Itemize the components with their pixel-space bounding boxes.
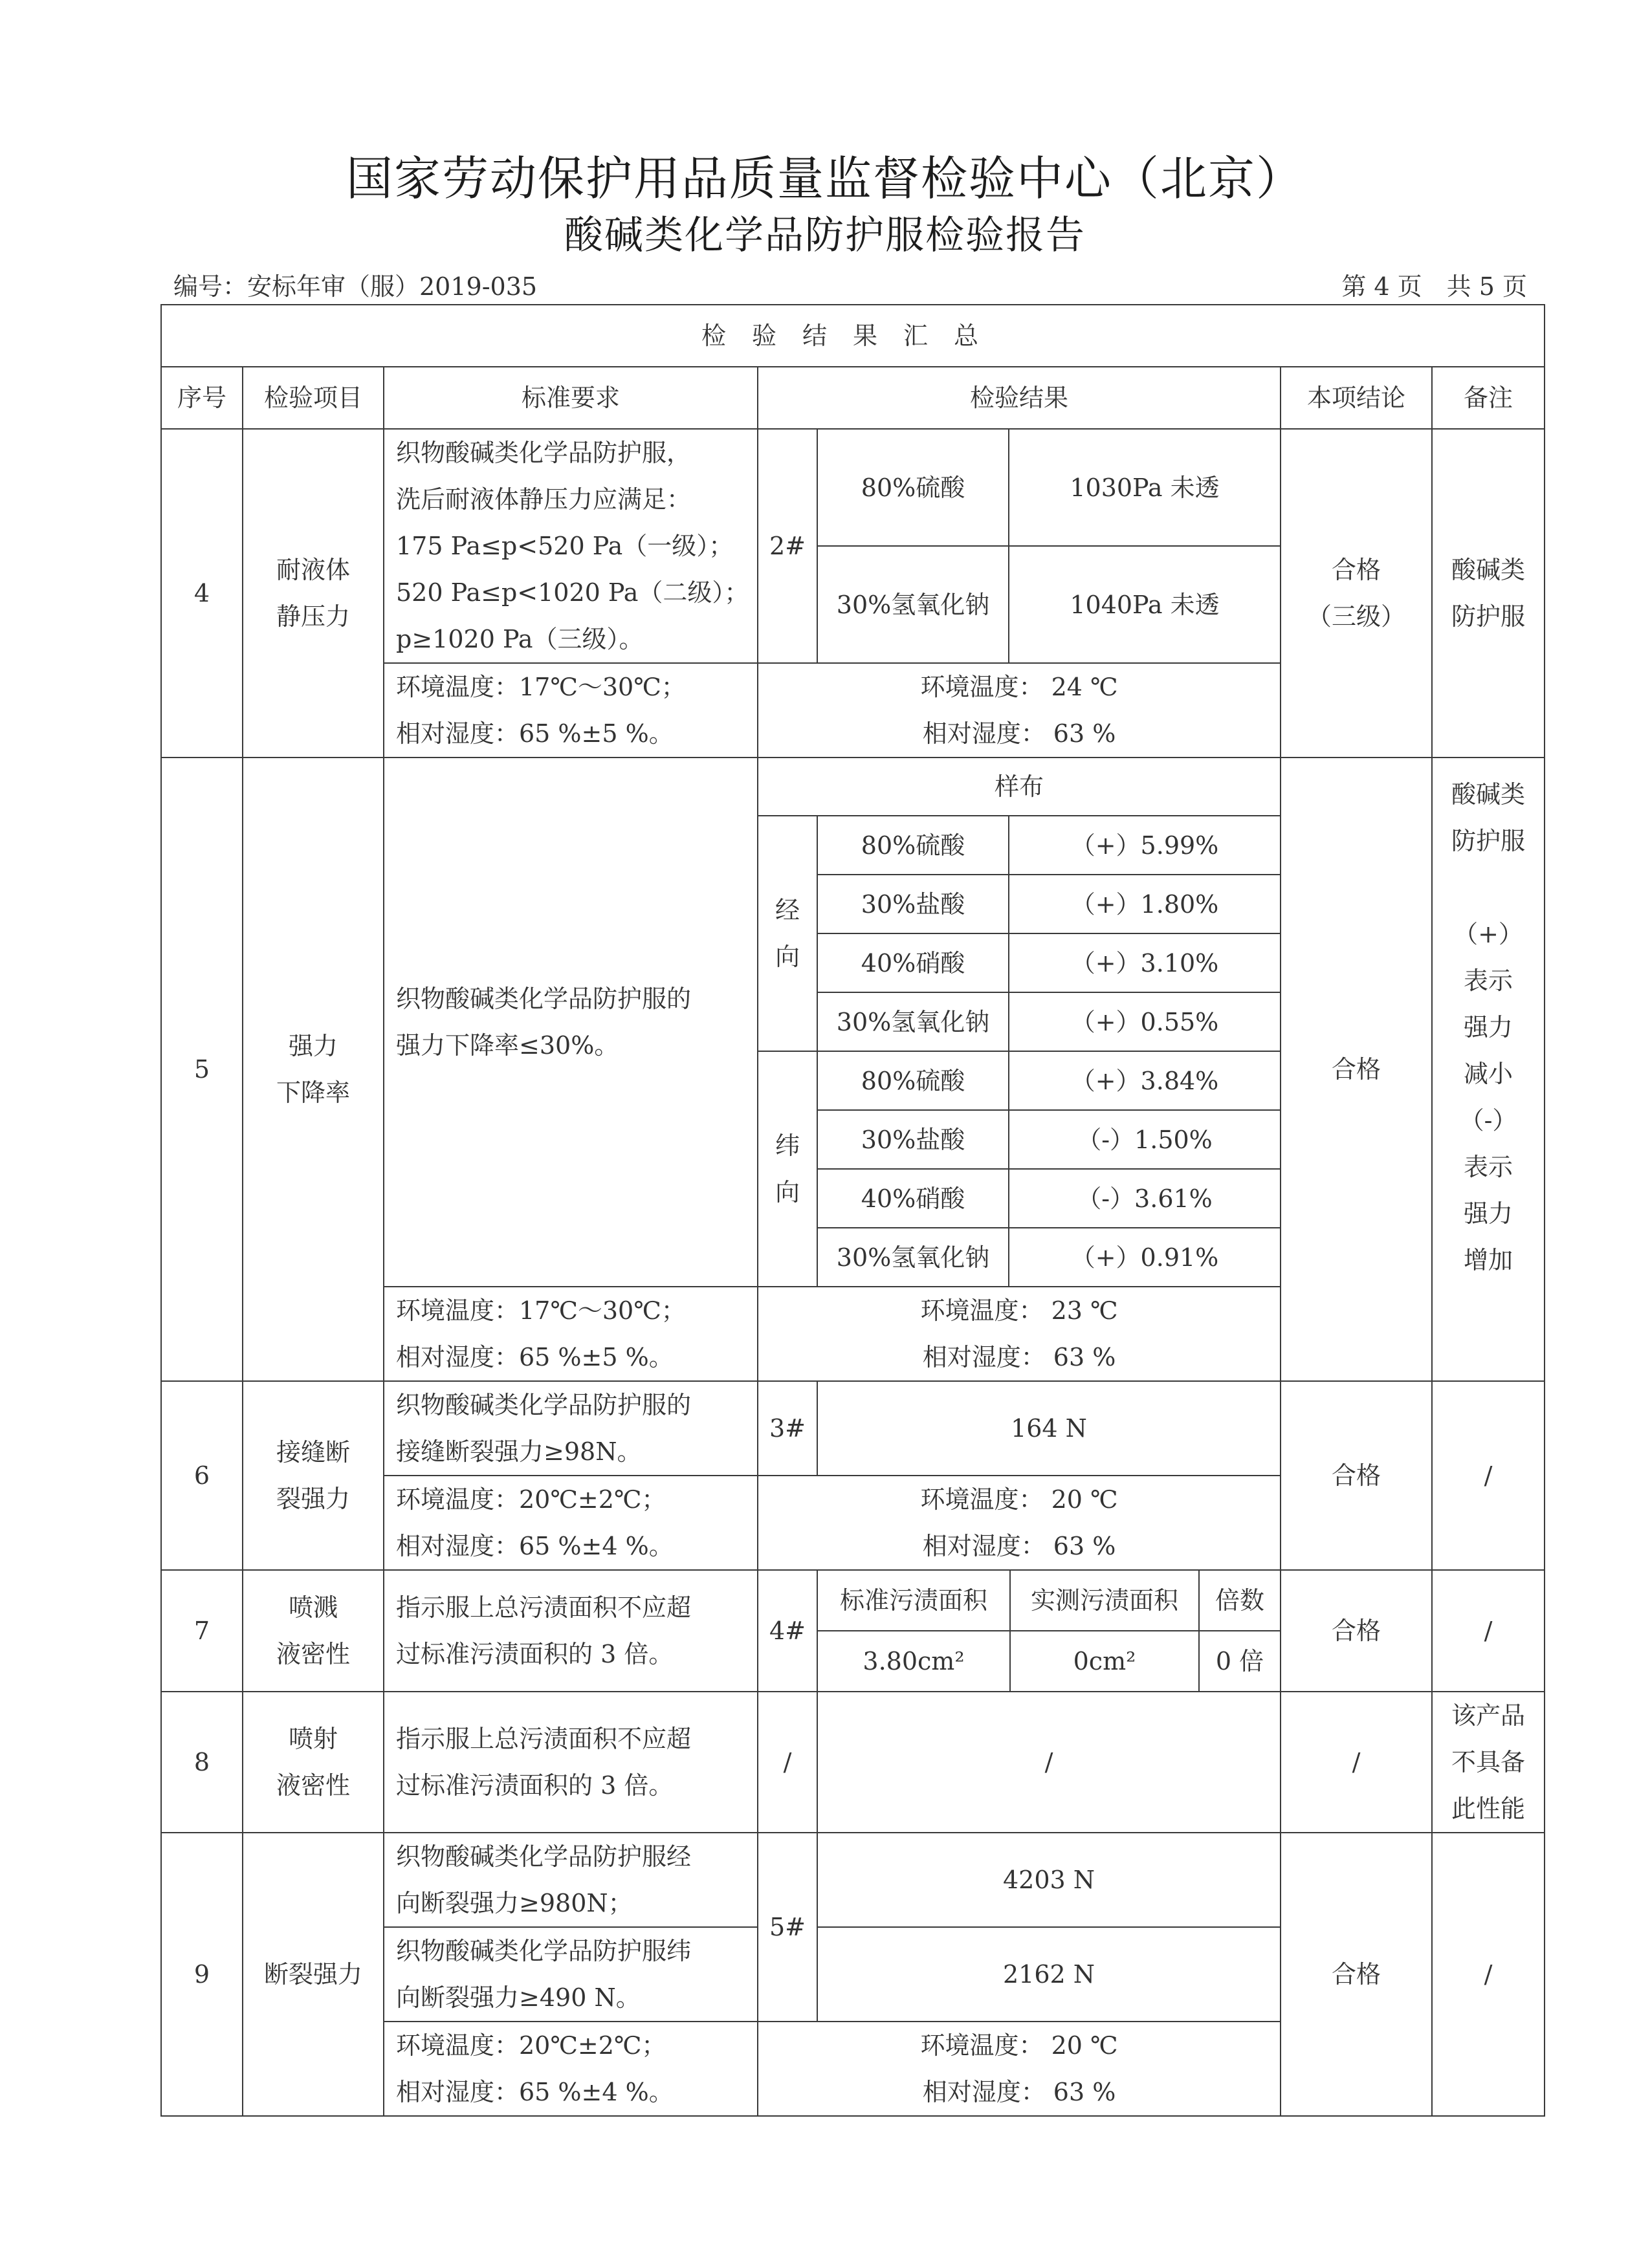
row5-warp-chem: 30%氢氧化钠 bbox=[817, 992, 1009, 1051]
row5-conclusion: 合格 bbox=[1281, 758, 1432, 1381]
row7-sample: 4# bbox=[758, 1570, 817, 1692]
row7-h1: 标准污渍面积 bbox=[818, 1571, 1011, 1630]
row5-env-requirement: 环境温度：17℃～30℃； 相对湿度：65 %±5 %。 bbox=[384, 1287, 758, 1381]
row4-conclusion: 合格 （三级） bbox=[1281, 429, 1432, 758]
header-result: 检验结果 bbox=[758, 367, 1281, 429]
row5-weft-label: 纬 向 bbox=[758, 1051, 817, 1287]
row5-weft-val: （-）3.61% bbox=[1009, 1169, 1281, 1228]
row5-weft-val: （+）3.84% bbox=[1009, 1051, 1281, 1110]
row4-sample: 2# bbox=[758, 429, 817, 663]
row6-value: 164 N bbox=[817, 1381, 1281, 1476]
row5-warp-val: （+）3.10% bbox=[1009, 933, 1281, 992]
row5-weft-chem: 40%硝酸 bbox=[817, 1169, 1009, 1228]
report-title: 国家劳动保护用品质量监督检验中心（北京） bbox=[346, 151, 1304, 206]
row8-remark: 该产品 不具备 此性能 bbox=[1432, 1692, 1545, 1833]
header-conclusion: 本项结论 bbox=[1281, 367, 1432, 429]
row5-weft-chem: 30%氢氧化钠 bbox=[817, 1228, 1009, 1287]
row9-no: 9 bbox=[161, 1833, 243, 2116]
row9-value-weft: 2162 N bbox=[817, 1927, 1281, 2022]
row7-h2: 实测污渍面积 bbox=[1011, 1571, 1200, 1630]
row5-weft-val: （+）0.91% bbox=[1009, 1228, 1281, 1287]
row8-item: 喷射 液密性 bbox=[243, 1692, 384, 1833]
row7-values bbox=[817, 1631, 1281, 1692]
row7-item: 喷溅 液密性 bbox=[243, 1570, 384, 1692]
row7-no: 7 bbox=[161, 1570, 243, 1692]
row6-no: 6 bbox=[161, 1381, 243, 1570]
row6-sample: 3# bbox=[758, 1381, 817, 1476]
row7-v3: 0 倍 bbox=[1215, 1647, 1264, 1675]
row8-result: / bbox=[817, 1692, 1281, 1833]
header-no: 序号 bbox=[161, 367, 243, 429]
row5-warp-chem: 80%硫酸 bbox=[817, 816, 1009, 875]
row5-remark: 酸碱类 防护服 （+） 表示 强力 减小 （-） 表示 强力 增加 bbox=[1432, 758, 1545, 1381]
row6-item: 接缝断 裂强力 bbox=[243, 1381, 384, 1570]
row5-weft-val: （-）1.50% bbox=[1009, 1110, 1281, 1169]
row5-item: 强力 下降率 bbox=[243, 758, 384, 1381]
page-info: 第 4 页 共 5 页 bbox=[1341, 272, 1527, 301]
row9-env-actual: 环境温度： 20 ℃ 相对湿度： 63 % bbox=[758, 2022, 1281, 2116]
row5-no: 5 bbox=[161, 758, 243, 1381]
row5-warp-val: （+）5.99% bbox=[1009, 816, 1281, 875]
row9-sample: 5# bbox=[758, 1833, 817, 2022]
row4-remark: 酸碱类 防护服 bbox=[1432, 429, 1545, 758]
row7-remark: / bbox=[1432, 1570, 1545, 1692]
row8-sample: / bbox=[758, 1692, 817, 1833]
row7-subheader bbox=[817, 1570, 1281, 1631]
row8-no: 8 bbox=[161, 1692, 243, 1833]
row9-remark: / bbox=[1432, 1833, 1545, 2116]
row4-env-actual: 环境温度： 24 ℃ 相对湿度： 63 % bbox=[758, 663, 1281, 758]
row5-env-actual: 环境温度： 23 ℃ 相对湿度： 63 % bbox=[758, 1287, 1281, 1381]
table-caption: 检验结果汇总 bbox=[161, 305, 1545, 367]
row4-val2: 1040Pa 未透 bbox=[1009, 546, 1281, 663]
row6-env-requirement: 环境温度：20℃±2℃； 相对湿度：65 %±4 %。 bbox=[384, 1476, 758, 1570]
row9-standard-warp: 织物酸碱类化学品防护服经 向断裂强力≥980N； bbox=[384, 1833, 758, 1927]
header-remark: 备注 bbox=[1432, 367, 1545, 429]
row5-warp-label: 经 向 bbox=[758, 816, 817, 1051]
row4-standard: 织物酸碱类化学品防护服， 洗后耐液体静压力应满足： 175 Pa≤p<520 Pa（一级）； 520 Pa≤p<1020 Pa（二级）； p≥1020 Pa（三级）。 bbox=[384, 429, 758, 663]
row5-warp-chem: 40%硝酸 bbox=[817, 933, 1009, 992]
header-standard: 标准要求 bbox=[384, 367, 758, 429]
row5-warp-val: （+）0.55% bbox=[1009, 992, 1281, 1051]
row6-env-actual: 环境温度： 20 ℃ 相对湿度： 63 % bbox=[758, 1476, 1281, 1570]
row6-conclusion: 合格 bbox=[1281, 1381, 1432, 1570]
row7-standard: 指示服上总污渍面积不应超 过标准污渍面积的 3 倍。 bbox=[384, 1570, 758, 1692]
row9-item: 断裂强力 bbox=[243, 1833, 384, 2116]
row9-env-requirement: 环境温度：20℃±2℃； 相对湿度：65 %±4 %。 bbox=[384, 2022, 758, 2116]
row7-v2: 0cm² bbox=[1011, 1631, 1200, 1691]
row5-sample-header: 样布 bbox=[758, 758, 1281, 816]
row9-conclusion: 合格 bbox=[1281, 1833, 1432, 2116]
row4-val1: 1030Pa 未透 bbox=[1009, 429, 1281, 546]
row5-standard: 织物酸碱类化学品防护服的 强力下降率≤30%。 bbox=[384, 758, 758, 1287]
header-item: 检验项目 bbox=[243, 367, 384, 429]
row5-weft-chem: 30%盐酸 bbox=[817, 1110, 1009, 1169]
row8-conclusion: / bbox=[1281, 1692, 1432, 1833]
row6-standard: 织物酸碱类化学品防护服的 接缝断裂强力≥98N。 bbox=[384, 1381, 758, 1476]
row9-value-warp: 4203 N bbox=[817, 1833, 1281, 1927]
report-number: 编号：安标年审（服）2019-035 bbox=[173, 272, 538, 301]
row4-no: 4 bbox=[161, 429, 243, 758]
row5-warp-chem: 30%盐酸 bbox=[817, 875, 1009, 933]
row7-v1: 3.80cm² bbox=[818, 1631, 1011, 1691]
row7-h3: 倍数 bbox=[1215, 1586, 1264, 1615]
row6-remark: / bbox=[1432, 1381, 1545, 1570]
row4-item: 耐液体 静压力 bbox=[243, 429, 384, 758]
row7-conclusion: 合格 bbox=[1281, 1570, 1432, 1692]
report-subtitle: 酸碱类化学品防护服检验报告 bbox=[564, 213, 1086, 258]
row5-warp-val: （+）1.80% bbox=[1009, 875, 1281, 933]
row9-standard-weft: 织物酸碱类化学品防护服纬 向断裂强力≥490 N。 bbox=[384, 1927, 758, 2022]
row4-env-requirement: 环境温度：17℃～30℃； 相对湿度：65 %±5 %。 bbox=[384, 663, 758, 758]
results-table bbox=[160, 304, 1545, 2117]
row5-weft-chem: 80%硫酸 bbox=[817, 1051, 1009, 1110]
row4-chem2: 30%氢氧化钠 bbox=[817, 546, 1009, 663]
row4-chem1: 80%硫酸 bbox=[817, 429, 1009, 546]
row8-standard: 指示服上总污渍面积不应超 过标准污渍面积的 3 倍。 bbox=[384, 1692, 758, 1833]
